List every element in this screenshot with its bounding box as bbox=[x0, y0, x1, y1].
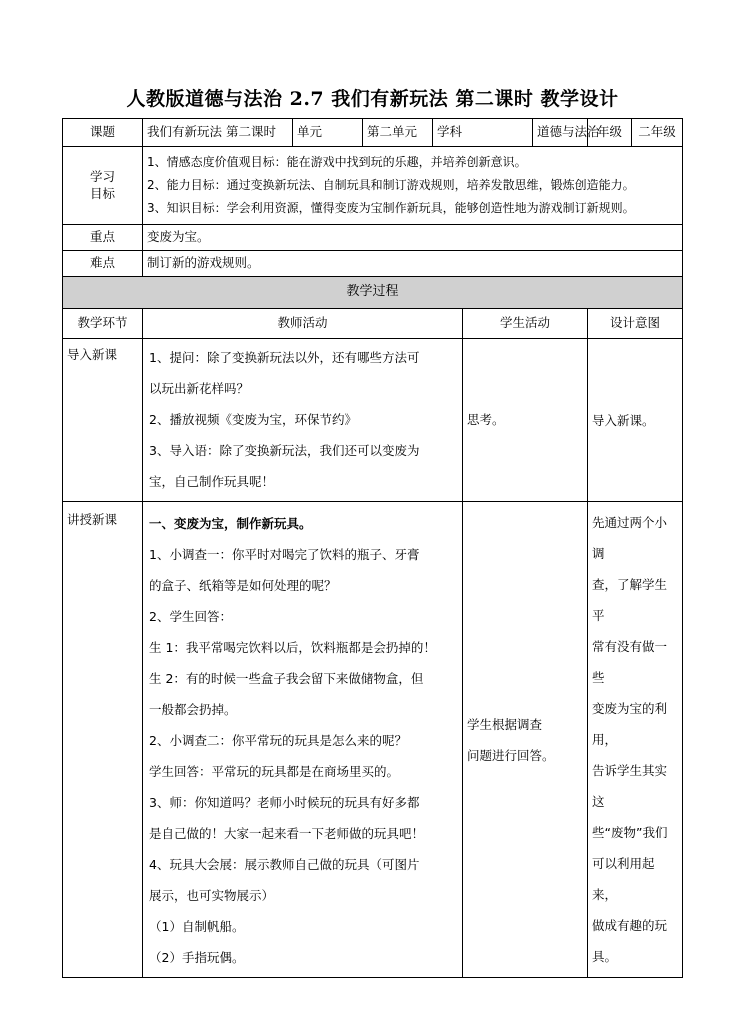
purpose-line: 些“废物”我们 bbox=[592, 825, 668, 840]
unit-label: 单元 bbox=[293, 119, 363, 147]
goals-label bbox=[63, 147, 143, 225]
goals-content bbox=[143, 147, 683, 225]
student-activity-new-lesson bbox=[463, 502, 588, 978]
teacher-line: 以玩出新花样吗？ bbox=[149, 381, 250, 396]
purpose-line: 常有没有做一些 bbox=[592, 639, 668, 685]
teacher-line: （2）手指玩偶。 bbox=[149, 950, 245, 965]
teacher-line: 学生回答：平常玩的玩具都是在商场里买的。 bbox=[149, 764, 400, 779]
teacher-line: 1、提问：除了变换新玩法以外，还有哪些方法可 bbox=[149, 350, 420, 365]
grade-value: 二年级 bbox=[632, 119, 683, 147]
purpose-line: 告诉学生其实这 bbox=[592, 763, 668, 809]
teacher-line: 生 1：我平常喝完饮料以后，饮料瓶都是会扔掉的！ bbox=[149, 640, 436, 655]
difficulty-row bbox=[63, 251, 683, 277]
key-point-value: 变废为宝。 bbox=[143, 225, 683, 251]
process-header-row bbox=[63, 277, 683, 309]
topic-label: 课题 bbox=[63, 119, 143, 147]
page-title: 人教版道德与法治 2.7 我们有新玩法 第二课时 教学设计 bbox=[126, 88, 619, 110]
purpose-intro bbox=[588, 339, 683, 502]
teacher-activity-new-lesson bbox=[143, 502, 463, 978]
subject-value: 道德与法治 bbox=[533, 119, 588, 147]
purpose-line: 做成有趣的玩具。 bbox=[592, 918, 668, 964]
column-header-stage: 教学环节 bbox=[63, 309, 143, 339]
column-header-purpose: 设计意图 bbox=[588, 309, 683, 339]
goal-item: 1、情感态度价值观目标：能在游戏中找到玩的乐趣，并培养创新意识。 bbox=[147, 155, 527, 169]
teacher-line: 2、学生回答： bbox=[149, 609, 232, 624]
table-row bbox=[63, 502, 683, 978]
purpose-new-lesson bbox=[588, 502, 683, 978]
column-header-student: 学生活动 bbox=[463, 309, 588, 339]
info-row bbox=[63, 119, 683, 147]
teacher-line: 展示，也可实物展示） bbox=[149, 888, 275, 903]
table-row bbox=[63, 339, 683, 502]
teacher-line: 一、变废为宝，制作新玩具。 bbox=[149, 516, 312, 531]
subject-label-text: 学科 bbox=[437, 124, 463, 140]
topic-value: 我们有新玩法 第二课时 bbox=[143, 119, 293, 147]
teacher-activity-intro bbox=[143, 339, 463, 502]
stage-new-lesson: 讲授新课 bbox=[63, 502, 143, 978]
teacher-line: 的盒子、纸箱等是如何处理的呢？ bbox=[149, 578, 337, 593]
subject-label bbox=[433, 119, 533, 147]
goal-item: 3、知识目标：学会利用资源，懂得变废为宝制作新玩具，能够创造性地为游戏制订新规则。 bbox=[147, 201, 635, 215]
teacher-line: 2、小调查二：你平常玩的玩具是怎么来的呢？ bbox=[149, 733, 407, 748]
student-line: 学生根据调查 bbox=[467, 716, 543, 732]
key-point-label: 重点 bbox=[63, 225, 143, 251]
teacher-line: 4、玩具大会展：展示教师自己做的玩具（可图片 bbox=[149, 857, 420, 872]
teacher-line: 1、小调查一：你平时对喝完了饮料的瓶子、牙膏 bbox=[149, 547, 420, 562]
purpose-line: 变废为宝的利用， bbox=[592, 701, 668, 747]
purpose-line: 先通过两个小调 bbox=[592, 515, 668, 561]
difficulty-value: 制订新的游戏规则。 bbox=[143, 251, 683, 277]
teacher-line: 是自己做的！大家一起来看一下老师做的玩具吧！ bbox=[149, 826, 425, 841]
difficulty-label: 难点 bbox=[63, 251, 143, 277]
lesson-plan-table bbox=[62, 118, 683, 978]
purpose-line: 查，了解学生平 bbox=[592, 577, 668, 623]
teacher-line: 宝，自己制作玩具呢！ bbox=[149, 474, 275, 489]
teacher-line: 2、播放视频《变废为宝，环保节约》 bbox=[149, 412, 357, 427]
goals-label-line2: 目标 bbox=[89, 185, 115, 201]
column-header-teacher: 教师活动 bbox=[143, 309, 463, 339]
unit-value: 第二单元 bbox=[363, 119, 433, 147]
teacher-line: （1）自制帆船。 bbox=[149, 919, 245, 934]
key-point-row bbox=[63, 225, 683, 251]
teacher-line: 一般都会扔掉。 bbox=[149, 702, 237, 717]
student-activity-intro: 思考。 bbox=[463, 339, 588, 502]
purpose-line: 可以利用起来， bbox=[592, 856, 655, 902]
teacher-line: 3、导入语：除了变换新玩法，我们还可以变废为 bbox=[149, 443, 420, 458]
goal-item: 2、能力目标：通过变换新玩法、自制玩具和制订游戏规则，培养发散思维，锻炼创造能力。 bbox=[147, 178, 635, 192]
grade-label: 年级 bbox=[588, 119, 632, 147]
stage-intro: 导入新课 bbox=[63, 339, 143, 502]
teacher-line: 生 2：有的时候一些盒子我会留下来做储物盒，但 bbox=[149, 671, 424, 686]
process-header: 教学过程 bbox=[63, 277, 683, 309]
process-columns-row bbox=[63, 309, 683, 339]
goals-row bbox=[63, 147, 683, 225]
goals-label-line1: 学习 bbox=[89, 169, 115, 185]
teacher-line: 3、师：你知道吗？老师小时候玩的玩具有好多都 bbox=[149, 795, 420, 810]
student-line: 问题进行回答。 bbox=[467, 747, 555, 763]
purpose-line: 导入新课。 bbox=[592, 412, 655, 428]
